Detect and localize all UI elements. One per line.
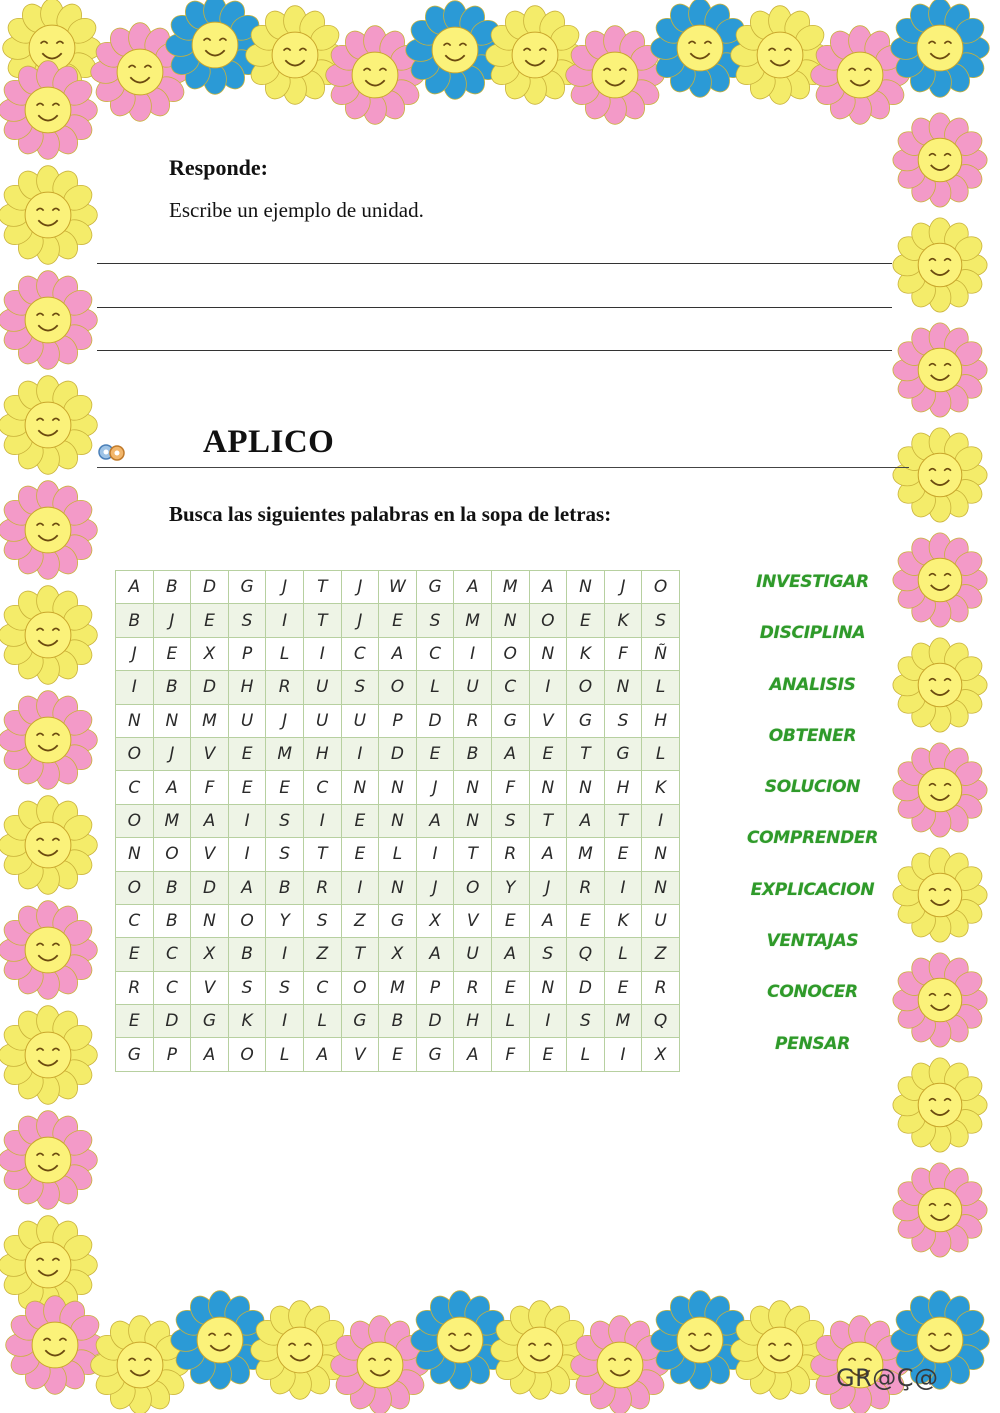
grid-cell[interactable]: J [153, 604, 191, 637]
word-to-find: ANALISIS [769, 674, 856, 695]
grid-cell[interactable]: X [642, 1038, 680, 1071]
grid-cell[interactable]: Q [567, 938, 605, 971]
grid-cell[interactable]: U [303, 704, 341, 737]
grid-cell[interactable]: V [191, 737, 229, 770]
grid-cell[interactable]: F [491, 771, 529, 804]
grid-cell[interactable]: L [567, 1038, 605, 1071]
grid-cell[interactable]: J [604, 571, 642, 604]
grid-cell[interactable]: E [604, 971, 642, 1004]
grid-cell[interactable]: R [491, 838, 529, 871]
smiley-flower [893, 1058, 987, 1152]
grid-cell[interactable]: B [228, 938, 266, 971]
grid-cell[interactable]: J [266, 704, 304, 737]
grid-cell[interactable]: O [642, 571, 680, 604]
grid-cell[interactable]: A [416, 804, 454, 837]
respond-question: Escribe un ejemplo de unidad. [169, 198, 424, 222]
grid-cell[interactable]: M [567, 838, 605, 871]
grid-cell[interactable]: H [604, 771, 642, 804]
grid-cell[interactable]: C [153, 971, 191, 1004]
grid-cell[interactable]: A [303, 1038, 341, 1071]
grid-cell[interactable]: G [341, 1005, 379, 1038]
grid-cell[interactable]: N [604, 671, 642, 704]
grid-cell[interactable]: O [491, 637, 529, 670]
grid-cell[interactable]: T [341, 938, 379, 971]
grid-cell[interactable]: I [604, 1038, 642, 1071]
grid-cell[interactable]: T [529, 804, 567, 837]
grid-cell[interactable]: O [529, 604, 567, 637]
grid-cell[interactable]: E [604, 838, 642, 871]
grid-cell[interactable]: I [341, 871, 379, 904]
grid-cell[interactable]: J [529, 871, 567, 904]
grid-cell[interactable]: E [153, 637, 191, 670]
grid-cell[interactable]: N [642, 871, 680, 904]
grid-cell[interactable]: Z [303, 938, 341, 971]
grid-cell[interactable]: L [379, 838, 417, 871]
grid-cell[interactable]: N [642, 838, 680, 871]
grid-cell[interactable]: E [191, 604, 229, 637]
grid-cell[interactable]: E [491, 904, 529, 937]
word-to-find: SOLUCION [764, 777, 861, 798]
grid-cell[interactable]: M [379, 971, 417, 1004]
grid-cell[interactable]: J [266, 571, 304, 604]
section-divider [97, 467, 909, 468]
grid-cell[interactable]: C [303, 771, 341, 804]
word-to-find: CONOCER [767, 982, 858, 1003]
grid-cell[interactable]: J [416, 771, 454, 804]
grid-cell[interactable]: A [191, 1038, 229, 1071]
grid-row [116, 771, 680, 804]
grid-cell[interactable]: E [116, 1005, 154, 1038]
smiley-flower [486, 6, 585, 105]
grid-cell[interactable]: S [266, 838, 304, 871]
grid-row [116, 904, 680, 937]
grid-cell[interactable]: X [379, 938, 417, 971]
grid-cell[interactable]: O [153, 838, 191, 871]
grid-cell[interactable]: N [491, 604, 529, 637]
grid-cell[interactable]: I [341, 737, 379, 770]
word-to-find: COMPRENDER [746, 828, 879, 849]
grid-cell[interactable]: X [191, 637, 229, 670]
grid-cell[interactable]: B [153, 571, 191, 604]
smiley-flower [893, 218, 987, 312]
grid-cell[interactable]: A [491, 938, 529, 971]
smiley-flower [331, 1316, 430, 1413]
grid-cell[interactable]: N [379, 804, 417, 837]
smiley-flower [0, 376, 97, 475]
grid-cell[interactable]: S [642, 604, 680, 637]
grid-cell[interactable]: N [379, 871, 417, 904]
grid-cell[interactable]: N [567, 571, 605, 604]
grid-cell[interactable]: Ñ [642, 637, 680, 670]
grid-cell[interactable]: I [266, 938, 304, 971]
grid-cell[interactable]: K [642, 771, 680, 804]
smiley-flower [326, 26, 425, 125]
smiley-flower [651, 1291, 750, 1390]
grid-cell[interactable]: J [116, 637, 154, 670]
grid-cell[interactable]: R [567, 871, 605, 904]
grid-cell[interactable]: U [228, 704, 266, 737]
smiley-flower [893, 428, 987, 522]
grid-row [116, 804, 680, 837]
grid-cell[interactable]: R [642, 971, 680, 1004]
grid-cell[interactable]: I [604, 871, 642, 904]
smiley-flower [893, 113, 987, 207]
grid-cell[interactable]: E [266, 771, 304, 804]
grid-row [116, 671, 680, 704]
grid-cell[interactable]: C [341, 637, 379, 670]
grid-cell[interactable]: U [454, 671, 492, 704]
grid-cell[interactable]: G [491, 704, 529, 737]
smiley-flower [0, 481, 97, 580]
grid-cell[interactable]: N [191, 904, 229, 937]
word-search-grid[interactable] [115, 570, 680, 1072]
grid-cell[interactable]: N [116, 838, 154, 871]
grid-cell[interactable]: P [379, 704, 417, 737]
grid-cell[interactable]: I [116, 671, 154, 704]
grid-cell[interactable]: U [303, 671, 341, 704]
grid-cell[interactable]: R [303, 871, 341, 904]
grid-cell[interactable]: F [604, 637, 642, 670]
grid-row [116, 971, 680, 1004]
grid-cell[interactable]: H [454, 1005, 492, 1038]
grid-cell[interactable]: E [529, 1038, 567, 1071]
grid-cell[interactable]: A [454, 1038, 492, 1071]
grid-row [116, 704, 680, 737]
grid-cell[interactable]: G [379, 904, 417, 937]
section-bullet-icon [97, 440, 127, 464]
smiley-flower [893, 533, 987, 627]
grid-cell[interactable]: N [153, 704, 191, 737]
grid-cell[interactable]: B [454, 737, 492, 770]
grid-cell[interactable]: M [491, 571, 529, 604]
grid-cell[interactable]: C [116, 904, 154, 937]
grid-cell[interactable]: T [604, 804, 642, 837]
grid-cell[interactable]: C [416, 637, 454, 670]
grid-row [116, 604, 680, 637]
smiley-flower [91, 1316, 190, 1413]
smiley-flower [491, 1301, 590, 1400]
grid-cell[interactable]: M [454, 604, 492, 637]
grid-cell[interactable]: J [153, 737, 191, 770]
grid-cell[interactable]: I [303, 804, 341, 837]
grid-cell[interactable]: R [116, 971, 154, 1004]
grid-cell[interactable]: E [491, 971, 529, 1004]
smiley-flower [0, 1006, 97, 1105]
grid-row [116, 571, 680, 604]
grid-cell[interactable]: E [341, 838, 379, 871]
grid-cell[interactable]: C [303, 971, 341, 1004]
grid-cell[interactable]: L [491, 1005, 529, 1038]
grid-cell[interactable]: M [604, 1005, 642, 1038]
grid-cell[interactable]: N [116, 704, 154, 737]
grid-cell[interactable]: X [416, 904, 454, 937]
grid-cell[interactable]: L [266, 637, 304, 670]
grid-cell[interactable]: D [153, 1005, 191, 1038]
grid-cell[interactable]: U [642, 904, 680, 937]
grid-cell[interactable]: S [228, 604, 266, 637]
word-to-find: DISCIPLINA [759, 623, 866, 644]
grid-cell[interactable]: I [454, 637, 492, 670]
grid-cell[interactable]: P [416, 971, 454, 1004]
grid-cell[interactable]: D [191, 871, 229, 904]
smiley-flower [893, 743, 987, 837]
grid-cell[interactable]: N [454, 804, 492, 837]
grid-cell[interactable]: N [567, 771, 605, 804]
answer-line-3[interactable] [97, 350, 892, 351]
grid-cell[interactable]: S [416, 604, 454, 637]
grid-cell[interactable]: V [191, 971, 229, 1004]
smiley-flower [0, 901, 97, 1000]
grid-cell[interactable]: G [567, 704, 605, 737]
grid-row [116, 1005, 680, 1038]
word-list [735, 572, 890, 1085]
grid-cell[interactable]: F [191, 771, 229, 804]
grid-cell[interactable]: J [341, 604, 379, 637]
grid-cell[interactable]: D [379, 737, 417, 770]
grid-cell[interactable]: J [416, 871, 454, 904]
smiley-flower [731, 1301, 830, 1400]
smiley-flower [0, 1111, 97, 1210]
smiley-flower [0, 796, 97, 895]
grid-cell[interactable]: L [642, 671, 680, 704]
grid-cell[interactable]: M [266, 737, 304, 770]
grid-cell[interactable]: V [341, 1038, 379, 1071]
grid-cell[interactable]: O [116, 804, 154, 837]
grid-cell[interactable]: A [191, 804, 229, 837]
grid-cell[interactable]: S [491, 804, 529, 837]
grid-cell[interactable]: U [341, 704, 379, 737]
grid-cell[interactable]: K [604, 904, 642, 937]
grid-cell[interactable]: X [191, 938, 229, 971]
grid-row [116, 938, 680, 971]
word-search-instructions: Busca las siguientes palabras en la sopa de letras: [169, 502, 612, 526]
grid-cell[interactable]: P [228, 637, 266, 670]
word-to-find: EXPLICACION [750, 879, 875, 900]
grid-cell[interactable]: N [454, 771, 492, 804]
grid-cell[interactable]: B [266, 871, 304, 904]
grid-cell[interactable]: V [529, 704, 567, 737]
grid-cell[interactable]: I [266, 1005, 304, 1038]
grid-cell[interactable]: A [529, 904, 567, 937]
grid-cell[interactable]: I [303, 637, 341, 670]
grid-cell[interactable]: A [379, 637, 417, 670]
smiley-flower [571, 1316, 670, 1413]
smiley-flower [0, 691, 97, 790]
grid-cell[interactable]: E [228, 771, 266, 804]
smiley-flower [893, 323, 987, 417]
grid-cell[interactable]: E [116, 938, 154, 971]
grid-cell[interactable]: C [116, 771, 154, 804]
smiley-flower [171, 1291, 270, 1390]
grid-cell[interactable]: A [491, 737, 529, 770]
grid-cell[interactable]: C [491, 671, 529, 704]
grid-cell[interactable]: E [379, 1038, 417, 1071]
grid-cell[interactable]: N [341, 771, 379, 804]
grid-cell[interactable]: N [529, 637, 567, 670]
smiley-flower [0, 271, 97, 370]
grid-cell[interactable]: O [228, 904, 266, 937]
grid-cell[interactable]: V [191, 838, 229, 871]
grid-cell[interactable]: S [604, 704, 642, 737]
grid-cell[interactable]: T [303, 571, 341, 604]
grid-cell[interactable]: A [529, 571, 567, 604]
grid-cell[interactable]: D [191, 571, 229, 604]
grid-cell[interactable]: O [454, 871, 492, 904]
grid-cell[interactable]: M [191, 704, 229, 737]
grid-cell[interactable]: K [567, 637, 605, 670]
grid-cell[interactable]: A [529, 838, 567, 871]
smiley-flower [893, 1163, 987, 1257]
grid-cell[interactable]: N [379, 771, 417, 804]
grid-cell[interactable]: B [153, 871, 191, 904]
respond-heading: Responde: [169, 155, 269, 180]
grid-cell[interactable]: B [153, 904, 191, 937]
grid-cell[interactable]: C [153, 938, 191, 971]
grid-cell[interactable]: I [266, 604, 304, 637]
grid-cell[interactable]: A [116, 571, 154, 604]
grid-row [116, 871, 680, 904]
smiley-flower [893, 638, 987, 732]
author-signature: GR@Ç@ [836, 1364, 939, 1392]
grid-cell[interactable]: A [567, 804, 605, 837]
smiley-flower [246, 6, 345, 105]
grid-cell[interactable]: T [567, 737, 605, 770]
grid-cell[interactable]: D [191, 671, 229, 704]
grid-row [116, 1038, 680, 1071]
grid-cell[interactable]: O [228, 1038, 266, 1071]
grid-cell[interactable]: H [228, 671, 266, 704]
grid-cell[interactable]: S [266, 971, 304, 1004]
grid-cell[interactable]: Y [266, 904, 304, 937]
word-to-find: VENTAJAS [766, 931, 859, 952]
grid-cell[interactable]: T [303, 838, 341, 871]
grid-cell[interactable]: S [266, 804, 304, 837]
grid-cell[interactable]: G [116, 1038, 154, 1071]
grid-cell[interactable]: F [491, 1038, 529, 1071]
grid-cell[interactable]: Z [341, 904, 379, 937]
grid-cell[interactable]: G [191, 1005, 229, 1038]
grid-cell[interactable]: G [416, 1038, 454, 1071]
grid-cell[interactable]: O [116, 871, 154, 904]
grid-cell[interactable]: R [454, 971, 492, 1004]
grid-cell[interactable]: O [379, 671, 417, 704]
grid-cell[interactable]: G [604, 737, 642, 770]
grid-cell[interactable]: D [416, 1005, 454, 1038]
grid-cell[interactable]: L [303, 1005, 341, 1038]
grid-cell[interactable]: J [341, 571, 379, 604]
grid-cell[interactable]: B [153, 671, 191, 704]
smiley-flower [893, 848, 987, 942]
grid-cell[interactable]: B [116, 604, 154, 637]
answer-line-2[interactable] [97, 307, 892, 308]
grid-cell[interactable]: K [228, 1005, 266, 1038]
answer-line-1[interactable] [97, 263, 892, 264]
grid-cell[interactable]: N [529, 971, 567, 1004]
smiley-flower [251, 1301, 350, 1400]
grid-cell[interactable]: H [303, 737, 341, 770]
grid-cell[interactable]: M [153, 804, 191, 837]
grid-cell[interactable]: L [416, 671, 454, 704]
grid-cell[interactable]: A [416, 938, 454, 971]
grid-cell[interactable]: I [228, 838, 266, 871]
grid-cell[interactable]: T [303, 604, 341, 637]
grid-cell[interactable]: I [416, 838, 454, 871]
grid-cell[interactable]: U [454, 938, 492, 971]
grid-cell[interactable]: A [153, 771, 191, 804]
section-title: APLICO [203, 424, 335, 460]
smiley-flower [893, 953, 987, 1047]
grid-cell[interactable]: N [529, 771, 567, 804]
grid-cell[interactable]: E [529, 737, 567, 770]
grid-cell[interactable]: A [228, 871, 266, 904]
grid-cell[interactable]: B [379, 1005, 417, 1038]
grid-cell[interactable]: I [228, 804, 266, 837]
grid-cell[interactable]: G [416, 571, 454, 604]
grid-cell[interactable]: S [228, 971, 266, 1004]
grid-cell[interactable]: Q [642, 1005, 680, 1038]
smiley-flower [566, 26, 665, 125]
grid-cell[interactable]: V [454, 904, 492, 937]
grid-row [116, 838, 680, 871]
grid-cell[interactable]: O [116, 737, 154, 770]
grid-cell[interactable]: H [642, 704, 680, 737]
grid-cell[interactable]: D [416, 704, 454, 737]
grid-cell[interactable]: E [379, 604, 417, 637]
smiley-flower [0, 586, 97, 685]
smiley-flower [0, 166, 97, 265]
grid-cell[interactable]: I [529, 671, 567, 704]
grid-cell[interactable]: D [567, 971, 605, 1004]
word-to-find: PENSAR [775, 1033, 850, 1054]
grid-cell[interactable]: K [604, 604, 642, 637]
grid-cell[interactable]: I [529, 1005, 567, 1038]
grid-cell[interactable]: L [604, 938, 642, 971]
grid-cell[interactable]: S [303, 904, 341, 937]
grid-cell[interactable]: R [454, 704, 492, 737]
grid-cell[interactable]: S [341, 671, 379, 704]
grid-cell[interactable]: G [228, 571, 266, 604]
grid-cell[interactable]: O [567, 671, 605, 704]
word-to-find: OBTENER [768, 725, 857, 746]
grid-cell[interactable]: I [642, 804, 680, 837]
grid-cell[interactable]: A [454, 571, 492, 604]
grid-cell[interactable]: Z [642, 938, 680, 971]
grid-cell[interactable]: O [341, 971, 379, 1004]
grid-cell[interactable]: T [454, 838, 492, 871]
grid-cell[interactable]: E [341, 804, 379, 837]
grid-cell[interactable]: E [567, 604, 605, 637]
grid-cell[interactable]: R [266, 671, 304, 704]
grid-cell[interactable]: Y [491, 871, 529, 904]
grid-cell[interactable]: E [228, 737, 266, 770]
word-to-find: INVESTIGAR [756, 572, 869, 592]
grid-cell[interactable]: P [153, 1038, 191, 1071]
smiley-flower [6, 1296, 105, 1395]
grid-row [116, 637, 680, 670]
grid-cell[interactable]: E [567, 904, 605, 937]
smiley-flower [411, 1291, 510, 1390]
grid-row [116, 737, 680, 770]
grid-cell[interactable]: S [567, 1005, 605, 1038]
grid-cell[interactable]: L [266, 1038, 304, 1071]
grid-cell[interactable]: S [529, 938, 567, 971]
grid-cell[interactable]: L [642, 737, 680, 770]
grid-cell[interactable]: E [416, 737, 454, 770]
grid-cell[interactable]: W [379, 571, 417, 604]
smiley-flower [731, 6, 830, 105]
